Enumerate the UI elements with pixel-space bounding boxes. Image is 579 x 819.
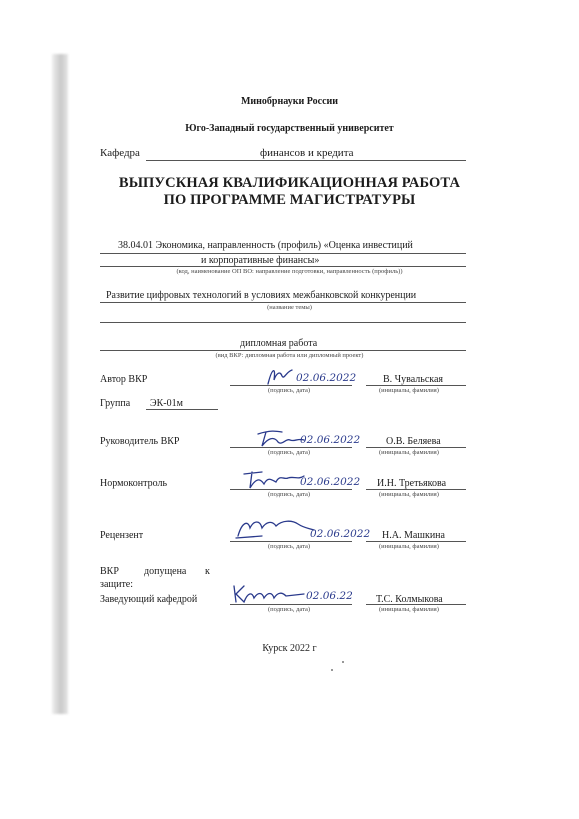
role-label-reviewer: Рецензент — [100, 530, 144, 541]
reviewer-date: 02.06.2022 — [310, 528, 371, 540]
head-sign-caption: (подпись, дата) — [268, 606, 311, 613]
topic-caption: (название темы) — [267, 304, 312, 311]
head-name: Т.С. Колмыкова — [376, 594, 443, 605]
program-caption: (код, наименование ОП ВО: направление подготовки, направленность (профиль)) — [176, 268, 403, 275]
head-sign-line — [230, 604, 352, 605]
author-name-line — [366, 385, 466, 386]
topic-value: Развитие цифровых технологий в условиях межбанковской конкуренции — [106, 290, 417, 301]
head-date: 02.06.22 — [306, 590, 353, 602]
head-signature-icon — [228, 582, 308, 606]
supervisor-sign-line — [230, 447, 352, 448]
work-type-value: дипломная работа — [240, 338, 318, 349]
program-line2: и корпоративные финансы» — [201, 255, 320, 266]
normcontrol-name-line — [366, 489, 466, 490]
supervisor-name: О.В. Беляева — [386, 436, 441, 447]
normcontrol-sign-line — [230, 489, 352, 490]
reviewer-sign-line — [230, 541, 352, 542]
department-underline — [146, 160, 466, 161]
head-name-line — [366, 604, 466, 605]
role-label-supervisor: Руководитель ВКР — [100, 436, 180, 447]
group-underline — [146, 409, 218, 410]
admission-line2: защите: — [100, 579, 134, 590]
scan-speck — [342, 661, 344, 663]
document-title-line2: ПО ПРОГРАММЕ МАГИСТРАТУРЫ — [163, 192, 416, 208]
program-line1: 38.04.01 Экономика, направленность (профиль) «Оценка инвестиций — [118, 240, 413, 251]
department-label: Кафедра — [100, 147, 140, 159]
topic-underline2 — [100, 322, 466, 323]
program-underline1 — [100, 253, 466, 254]
reviewer-name: Н.А. Машкина — [382, 530, 445, 541]
admission-word2: допущена — [144, 566, 187, 577]
work-type-underline — [100, 350, 466, 351]
reviewer-sign-caption: (подпись, дата) — [268, 543, 311, 550]
supervisor-sign-caption: (подпись, дата) — [268, 449, 311, 456]
university-heading: Юго-Западный государственный университет — [185, 123, 394, 134]
reviewer-name-line — [366, 541, 466, 542]
document-title-line1: ВЫПУСКНАЯ КВАЛИФИКАЦИОННАЯ РАБОТА — [118, 175, 461, 191]
scan-binding-shadow — [52, 54, 68, 714]
author-sign-line — [230, 385, 352, 386]
author-sign-caption: (подпись, дата) — [268, 387, 311, 394]
admission-word3: к — [205, 566, 210, 577]
head-name-caption: (инициалы, фамилия) — [379, 606, 439, 613]
role-label-normcontrol: Нормоконтроль — [100, 478, 168, 489]
department-value: финансов и кредита — [260, 147, 354, 159]
supervisor-name-line — [366, 447, 466, 448]
work-type-caption: (вид ВКР: дипломная работа или дипломный проект) — [215, 352, 364, 359]
normcontrol-name: И.Н. Третьякова — [377, 478, 447, 489]
group-value: ЭК-01м — [150, 398, 183, 409]
reviewer-signature-icon — [232, 516, 316, 542]
normcontrol-name-caption: (инициалы, фамилия) — [379, 491, 439, 498]
admission-word1: ВКР — [100, 566, 119, 577]
topic-underline1 — [100, 302, 466, 303]
normcontrol-date: 02.06.2022 — [300, 476, 361, 488]
scan-speck — [331, 669, 333, 671]
normcontrol-sign-caption: (подпись, дата) — [268, 491, 311, 498]
program-underline2 — [100, 266, 466, 267]
role-label-author: Автор ВКР — [100, 374, 148, 385]
author-date: 02.06.2022 — [296, 372, 357, 384]
author-name: В. Чувальская — [383, 374, 444, 385]
role-label-head: Заведующий кафедрой — [100, 594, 198, 605]
group-label: Группа — [100, 398, 131, 409]
city-year: Курск 2022 г — [262, 643, 317, 654]
supervisor-date: 02.06.2022 — [300, 434, 361, 446]
supervisor-name-caption: (инициалы, фамилия) — [379, 449, 439, 456]
ministry-heading: Минобрнауки России — [240, 96, 339, 107]
author-name-caption: (инициалы, фамилия) — [379, 387, 439, 394]
reviewer-name-caption: (инициалы, фамилия) — [379, 543, 439, 550]
